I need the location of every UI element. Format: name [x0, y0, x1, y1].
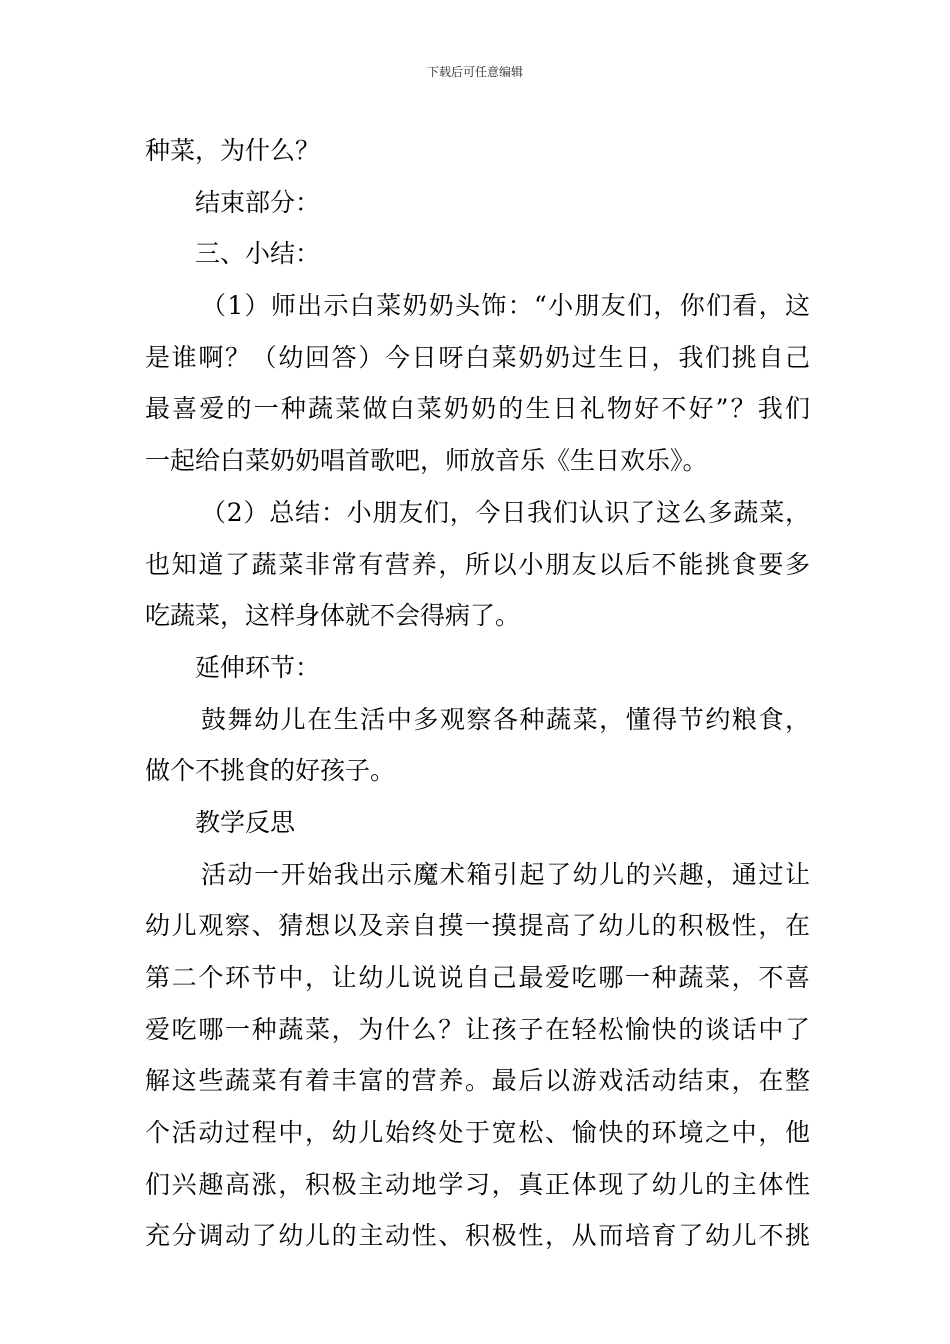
- section-heading-extension: 延伸环节：: [195, 652, 321, 682]
- text-line: 幼儿观察、猜想以及亲自摸一摸提高了幼儿的积极性，在: [145, 911, 810, 941]
- text-line: （2）总结：小朋友们，今日我们认识了这么多蔬菜，: [201, 497, 810, 527]
- text-line: 充分调动了幼儿的主动性、积极性，从而培育了幼儿不挑: [145, 1221, 810, 1251]
- text-line: 爱吃哪一种蔬菜，为什么？让孩子在轻松愉快的谈话中了: [145, 1014, 810, 1044]
- text-line: 吃蔬菜，这样身体就不会得病了。: [145, 601, 521, 631]
- section-heading-reflection: 教学反思: [195, 807, 296, 837]
- section-heading-summary: 三、小结：: [195, 239, 321, 269]
- text-line: 解这些蔬菜有着丰富的营养。最后以游戏活动结束，在整: [145, 1066, 810, 1096]
- text-line: 种菜，为什么？: [145, 136, 321, 165]
- text-line: （1）师出示白菜奶奶头饰：“小朋友们，你们看，这: [201, 291, 810, 321]
- text-line: 也知道了蔬菜非常有营养，所以小朋友以后不能挑食要多: [145, 549, 810, 579]
- text-line: 活动一开始我出示魔术箱引起了幼儿的兴趣，通过让: [201, 859, 810, 889]
- text-line: 一起给白菜奶奶唱首歌吧，师放音乐《生日欢乐》。: [145, 446, 708, 476]
- text-line: 做个不挑食的好孩子。: [145, 756, 396, 786]
- section-heading-ending: 结束部分：: [195, 187, 321, 217]
- page-header: 下载后可任意编辑: [426, 65, 523, 79]
- text-line: 鼓舞幼儿在生活中多观察各种蔬菜，懂得节约粮食，: [201, 704, 810, 734]
- text-line: 个活动过程中，幼儿始终处于宽松、愉快的环境之中，他: [145, 1118, 810, 1148]
- text-line: 最喜爱的一种蔬菜做白菜奶奶的生日礼物好不好”？我们: [145, 394, 810, 424]
- text-line: 第二个环节中，让幼儿说说自己最爱吃哪一种蔬菜，不喜: [145, 963, 810, 992]
- document-body: [145, 125, 810, 1262]
- text-line: 们兴趣高涨，积极主动地学习，真正体现了幼儿的主体性: [145, 1169, 810, 1199]
- text-line: 是谁啊？（幼回答）今日呀白菜奶奶过生日，我们挑自己: [145, 342, 810, 372]
